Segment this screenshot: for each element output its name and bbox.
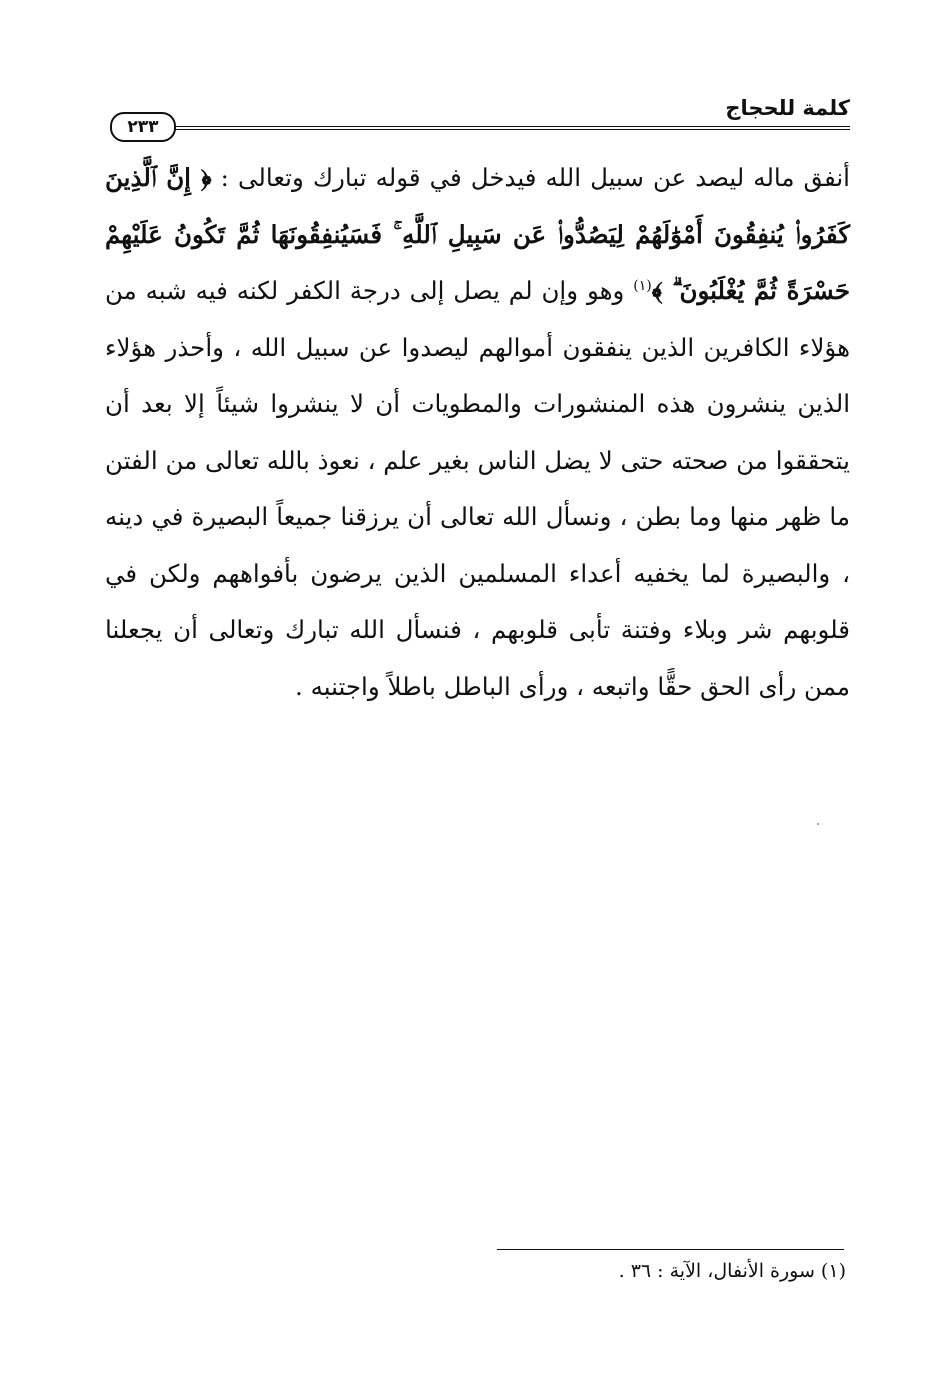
page-number: ٢٣٣ — [110, 112, 176, 142]
verse-open-bracket: ﴿ — [200, 163, 212, 192]
verse-close-bracket: ﴾ — [651, 276, 663, 305]
footnote: (١) سورة الأنفال، الآية : ٣٦ . — [618, 1260, 846, 1282]
footnote-divider — [497, 1249, 844, 1250]
body-paragraph — [105, 150, 850, 715]
running-header — [110, 96, 850, 140]
footnote-marker: (١) — [633, 277, 652, 294]
quran-verse: إِنَّ ٱلَّذِينَ كَفَرُوا۟ يُنفِقُونَ أَمْوَٰلَهُمْ لِيَصُدُّوا۟ عَن سَبِيلِ ٱللَّهِ ۚ فَسَيُنفِقُونَهَا ثُمَّ تَكُونُ عَلَيْهِمْ حَسْرَةً ثُمَّ يُغْلَبُونَ ۗ — [105, 163, 850, 305]
continuation-text: وهو وإن لم يصل إلى درجة الكفر لكنه فيه شبه من هؤلاء الكافرين الذين ينفقون أموالهم ليصدوا عن سبيل الله ، وأحذر هؤلاء الذين ينشرون هذه المنشورات والمطويات أن لا ينشروا شيئاً إلا بعد أن يتحققوا من صحته حتى لا يضل الناس بغير علم ، نعوذ بالله تعالى من الفتن ما ظهر منها وما بطن ، ونسأل الله تعالى أن يرزقنا جميعاً البصيرة في دينه ، والبصيرة لما يخفيه أعداء المسلمين الذين يرضون بأفواههم ولكن في قلوبهم شر وبلاء وفتنة تأبى قلوبهم ، فنسأل الله تبارك وتعالى أن يجعلنا ممن رأى الحق حقًّا واتبعه ، ورأى الباطل باطلاً واجتنبه . — [105, 276, 850, 701]
running-header-title: كلمة للحجاج — [725, 96, 850, 120]
scan-speck — [817, 823, 819, 825]
intro-text: أنفق ماله ليصد عن سبيل الله فيدخل في قوله تبارك وتعالى : — [211, 163, 850, 192]
header-rule — [170, 126, 850, 130]
